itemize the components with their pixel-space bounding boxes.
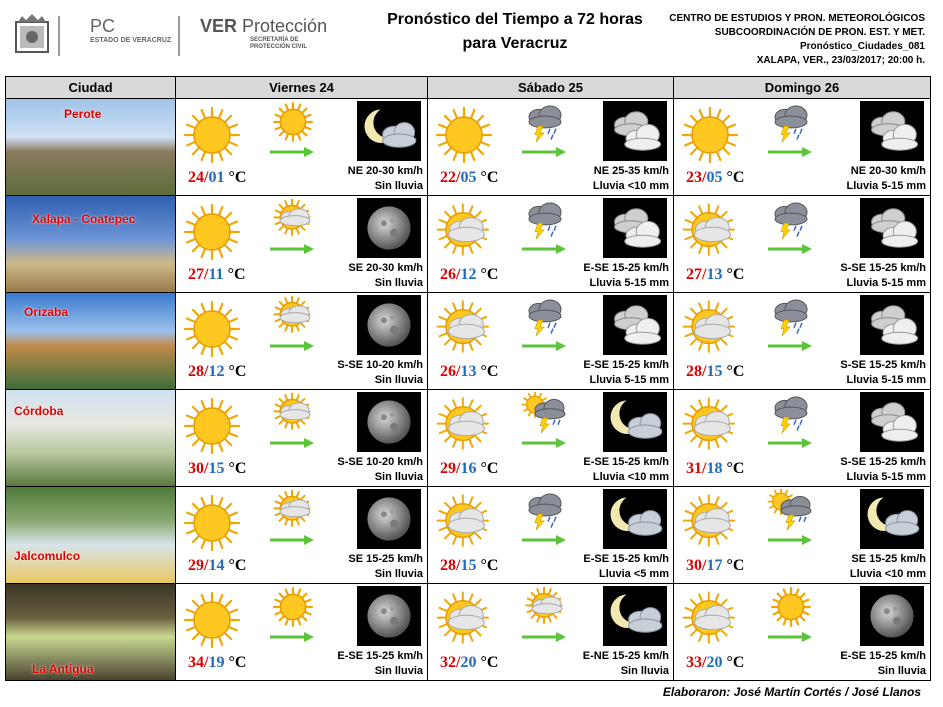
- city-name: Córdoba: [14, 404, 64, 418]
- temp-unit: °C: [726, 266, 745, 283]
- city-cell: [6, 293, 176, 390]
- temperature: 29/14 °C: [188, 557, 247, 574]
- header-day-2: Sábado 25: [428, 77, 674, 99]
- day-forecast-cell: [428, 390, 674, 487]
- rain-text: Lluvia 5-15 mm: [846, 374, 926, 386]
- header-divider: [58, 16, 60, 56]
- ver-logo-name: Protección: [242, 16, 328, 36]
- day-forecast-cell: [176, 99, 428, 196]
- wind-text: S-SE 10-20 km/h: [337, 359, 423, 371]
- temp-max: 30: [188, 460, 204, 477]
- header-divider: [178, 16, 180, 56]
- city-name: Perote: [64, 107, 102, 121]
- temp-unit: °C: [480, 266, 499, 283]
- temp-max: 29: [440, 460, 456, 477]
- wind-arrow-icon: [766, 533, 814, 547]
- moon-icon: [357, 489, 421, 549]
- rain-text: Lluvia 5-15 mm: [589, 374, 669, 386]
- moon-icon: [357, 586, 421, 646]
- day-forecast-cell: [674, 584, 931, 681]
- temp-max: 27: [188, 266, 204, 283]
- cloudy-icon: [603, 198, 667, 258]
- ver-logo-brand: VER: [200, 16, 238, 36]
- temp-max: 30: [686, 557, 702, 574]
- rain-text: Lluvia 5-15 mm: [846, 180, 926, 192]
- temp-max: 26: [440, 266, 456, 283]
- temp-min: 12: [460, 266, 477, 283]
- temp-max: 24: [188, 169, 204, 186]
- day-forecast-cell: [674, 196, 931, 293]
- temp-unit: °C: [228, 169, 247, 186]
- wind-text: E-SE 15-25 km/h: [583, 359, 669, 371]
- cloudy-icon: [860, 198, 924, 258]
- temperature: 30/15 °C: [188, 460, 247, 477]
- temp-min: 14: [208, 557, 225, 574]
- wind-arrow-icon: [766, 242, 814, 256]
- wind-arrow-icon: [268, 145, 316, 159]
- sun-icon: [182, 202, 242, 262]
- temp-min: 20: [706, 654, 723, 671]
- sun-storm-icon: [766, 489, 816, 531]
- city-cell: [6, 390, 176, 487]
- forecast-row: [6, 196, 931, 293]
- temperature: 29/16 °C: [440, 460, 499, 477]
- temp-min: 19: [208, 654, 225, 671]
- temp-min: 18: [706, 460, 723, 477]
- temp-min: 17: [706, 557, 723, 574]
- temp-unit: °C: [228, 363, 247, 380]
- temp-max: 34: [188, 654, 204, 671]
- wind-arrow-icon: [520, 533, 568, 547]
- temperature: 28/15 °C: [440, 557, 499, 574]
- storm-cloud-icon: [520, 198, 570, 240]
- temp-unit: °C: [228, 460, 247, 477]
- temp-unit: °C: [726, 363, 745, 380]
- temp-min: 12: [208, 363, 225, 380]
- sun-icon: [182, 299, 242, 359]
- moon-cloud-icon: [860, 489, 924, 549]
- partly-cloudy-icon: [434, 493, 494, 553]
- moon-icon: [357, 392, 421, 452]
- rain-text: Sin lluvia: [374, 277, 423, 289]
- header-day-1: Viernes 24: [176, 77, 428, 99]
- wind-text: SE 20-30 km/h: [348, 262, 423, 274]
- city-name: Xalapa - Coatepec: [32, 212, 136, 226]
- wind-arrow-icon: [520, 145, 568, 159]
- day-forecast-cell: [674, 293, 931, 390]
- rain-text: Lluvia 5-15 mm: [846, 471, 926, 483]
- temperature: 24/01 °C: [188, 169, 247, 186]
- sun-icon: [434, 105, 494, 165]
- temp-min: 15: [208, 460, 225, 477]
- temp-max: 23: [686, 169, 702, 186]
- wind-arrow-icon: [268, 339, 316, 353]
- forecast-row: [6, 390, 931, 487]
- partly-cloudy-icon: [520, 586, 570, 628]
- rain-text: Sin lluvia: [374, 471, 423, 483]
- temp-unit: °C: [726, 460, 745, 477]
- storm-cloud-icon: [766, 198, 816, 240]
- storm-cloud-icon: [766, 392, 816, 434]
- rain-text: Sin lluvia: [374, 374, 423, 386]
- sun-icon: [680, 105, 740, 165]
- wind-text: NE 20-30 km/h: [347, 165, 423, 177]
- day-forecast-cell: [428, 196, 674, 293]
- moon-cloud-icon: [603, 586, 667, 646]
- wind-text: E-SE 15-25 km/h: [583, 262, 669, 274]
- forecast-row: [6, 487, 931, 584]
- wind-text: S-SE 15-25 km/h: [840, 456, 926, 468]
- temp-min: 20: [460, 654, 477, 671]
- wind-arrow-icon: [766, 436, 814, 450]
- partly-cloudy-icon: [268, 295, 318, 337]
- temp-min: 15: [460, 557, 477, 574]
- ver-logo-sub2: PROTECCIÓN CIVIL: [250, 44, 308, 50]
- sun-storm-icon: [520, 392, 570, 434]
- inst-line-3: Pronóstico_Ciudades_081: [799, 41, 925, 52]
- pc-logo-text: PC: [90, 16, 116, 36]
- sun-icon: [182, 105, 242, 165]
- partly-cloudy-icon: [434, 299, 494, 359]
- rain-text: Lluvia <10 mm: [592, 180, 669, 192]
- storm-cloud-icon: [520, 101, 570, 143]
- inst-line-1: CENTRO DE ESTUDIOS Y PRON. METEOROLÓGICOS: [669, 13, 925, 24]
- sun-icon: [182, 396, 242, 456]
- moon-icon: [357, 295, 421, 355]
- cloudy-icon: [603, 101, 667, 161]
- rain-text: Lluvia 5-15 mm: [846, 277, 926, 289]
- moon-cloud-icon: [603, 392, 667, 452]
- sun-icon: [182, 493, 242, 553]
- wind-text: SE 15-25 km/h: [348, 553, 423, 565]
- temperature: 26/12 °C: [440, 266, 499, 283]
- temperature: 26/13 °C: [440, 363, 499, 380]
- wind-text: NE 25-35 km/h: [593, 165, 669, 177]
- rain-text: Lluvia <5 mm: [598, 568, 669, 580]
- temp-max: 28: [440, 557, 456, 574]
- temp-unit: °C: [480, 169, 499, 186]
- temp-unit: °C: [726, 557, 745, 574]
- temp-min: 11: [208, 266, 224, 283]
- temperature: 27/13 °C: [686, 266, 745, 283]
- day-forecast-cell: [674, 390, 931, 487]
- storm-cloud-icon: [520, 295, 570, 337]
- city-cell: [6, 584, 176, 681]
- temp-unit: °C: [726, 654, 745, 671]
- day-forecast-cell: [428, 584, 674, 681]
- wind-arrow-icon: [766, 339, 814, 353]
- rain-text: Sin lluvia: [620, 665, 669, 677]
- temp-min: 15: [706, 363, 723, 380]
- day-forecast-cell: [176, 196, 428, 293]
- wind-arrow-icon: [268, 533, 316, 547]
- header-day-3: Domingo 26: [674, 77, 931, 99]
- city-cell: [6, 487, 176, 584]
- pc-logo: [90, 16, 171, 44]
- partly-cloudy-icon: [434, 202, 494, 262]
- wind-arrow-icon: [268, 630, 316, 644]
- temperature: 22/05 °C: [440, 169, 499, 186]
- temp-unit: °C: [480, 363, 499, 380]
- rain-text: Lluvia 5-15 mm: [589, 277, 669, 289]
- day-forecast-cell: [674, 99, 931, 196]
- temp-max: 27: [686, 266, 702, 283]
- header-city: Ciudad: [6, 77, 176, 99]
- sun-icon: [766, 586, 816, 628]
- city-cell: [6, 99, 176, 196]
- wind-text: S-SE 10-20 km/h: [337, 456, 423, 468]
- moon-cloud-icon: [603, 489, 667, 549]
- ver-logo-sub1: SECRETARÍA DE: [250, 37, 299, 43]
- forecast-row: [6, 99, 931, 196]
- city-photo: [6, 487, 175, 583]
- wind-text: E-SE 15-25 km/h: [840, 650, 926, 662]
- inst-line-4: XALAPA, VER., 23/03/2017; 20:00 h.: [756, 55, 925, 66]
- pc-logo-state: ESTADO DE VERACRUZ: [90, 37, 172, 44]
- temp-unit: °C: [228, 654, 247, 671]
- temp-unit: °C: [228, 557, 247, 574]
- city-photo: [6, 196, 175, 292]
- forecast-table: [5, 76, 931, 681]
- temp-min: 05: [460, 169, 477, 186]
- partly-cloudy-icon: [268, 489, 318, 531]
- day-forecast-cell: [428, 99, 674, 196]
- wind-arrow-icon: [520, 242, 568, 256]
- day-forecast-cell: [428, 293, 674, 390]
- rain-text: Lluvia <10 mm: [592, 471, 669, 483]
- partly-cloudy-icon: [680, 299, 740, 359]
- sun-icon: [268, 101, 318, 143]
- wind-text: S-SE 15-25 km/h: [840, 359, 926, 371]
- footer-credits: Elaboraron: José Martín Cortés / José Llanos: [662, 685, 921, 699]
- temp-max: 28: [188, 363, 204, 380]
- temp-unit: °C: [480, 654, 499, 671]
- day-forecast-cell: [176, 390, 428, 487]
- cloudy-icon: [860, 295, 924, 355]
- rain-text: Lluvia <10 mm: [849, 568, 926, 580]
- wind-text: NE 20-30 km/h: [850, 165, 926, 177]
- wind-text: E-SE 15-25 km/h: [337, 650, 423, 662]
- partly-cloudy-icon: [434, 590, 494, 650]
- title-line-2: para Veracruz: [462, 35, 568, 52]
- cloudy-icon: [860, 101, 924, 161]
- day-forecast-cell: [674, 487, 931, 584]
- partly-cloudy-icon: [268, 198, 318, 240]
- temperature: 27/11 °C: [188, 266, 246, 283]
- wind-arrow-icon: [268, 242, 316, 256]
- temperature: 32/20 °C: [440, 654, 499, 671]
- partly-cloudy-icon: [434, 396, 494, 456]
- wind-arrow-icon: [766, 630, 814, 644]
- storm-cloud-icon: [766, 101, 816, 143]
- day-forecast-cell: [176, 487, 428, 584]
- temperature: 31/18 °C: [686, 460, 745, 477]
- storm-cloud-icon: [766, 295, 816, 337]
- partly-cloudy-icon: [268, 392, 318, 434]
- wind-text: E-SE 15-25 km/h: [583, 553, 669, 565]
- page-title: [360, 8, 670, 56]
- wind-text: S-SE 15-25 km/h: [840, 262, 926, 274]
- rain-text: Sin lluvia: [374, 568, 423, 580]
- wind-arrow-icon: [520, 339, 568, 353]
- temp-max: 22: [440, 169, 456, 186]
- partly-cloudy-icon: [680, 202, 740, 262]
- partly-cloudy-icon: [680, 396, 740, 456]
- temp-min: 05: [706, 169, 723, 186]
- institution-block: [669, 12, 925, 68]
- city-name: Orizaba: [24, 305, 69, 319]
- wind-arrow-icon: [268, 436, 316, 450]
- temp-unit: °C: [480, 460, 499, 477]
- temp-unit: °C: [227, 266, 246, 283]
- temp-max: 33: [686, 654, 702, 671]
- forecast-row: [6, 293, 931, 390]
- temperature: 33/20 °C: [686, 654, 745, 671]
- wind-arrow-icon: [520, 630, 568, 644]
- temp-min: 13: [460, 363, 477, 380]
- cloudy-icon: [603, 295, 667, 355]
- moon-cloud-icon: [357, 101, 421, 161]
- ver-logo: [200, 16, 327, 51]
- day-forecast-cell: [428, 487, 674, 584]
- temperature: 30/17 °C: [686, 557, 745, 574]
- city-cell: [6, 196, 176, 293]
- rain-text: Sin lluvia: [877, 665, 926, 677]
- temp-min: 01: [208, 169, 225, 186]
- moon-icon: [860, 586, 924, 646]
- partly-cloudy-icon: [680, 493, 740, 553]
- day-forecast-cell: [176, 293, 428, 390]
- inst-line-2: SUBCOORDINACIÓN DE PRON. EST. Y MET.: [714, 27, 925, 38]
- temperature: 28/15 °C: [686, 363, 745, 380]
- day-forecast-cell: [176, 584, 428, 681]
- wind-text: E-NE 15-25 km/h: [582, 650, 669, 662]
- temp-min: 13: [706, 266, 723, 283]
- temperature: 34/19 °C: [188, 654, 247, 671]
- partly-cloudy-icon: [680, 590, 740, 650]
- temp-max: 32: [440, 654, 456, 671]
- wind-text: E-SE 15-25 km/h: [583, 456, 669, 468]
- wind-arrow-icon: [520, 436, 568, 450]
- moon-icon: [357, 198, 421, 258]
- temp-unit: °C: [726, 169, 745, 186]
- sun-icon: [268, 586, 318, 628]
- temp-max: 31: [686, 460, 702, 477]
- temp-max: 29: [188, 557, 204, 574]
- temp-max: 28: [686, 363, 702, 380]
- city-name: La Antigua: [32, 662, 94, 676]
- temp-max: 26: [440, 363, 456, 380]
- temperature: 23/05 °C: [686, 169, 745, 186]
- city-name: Jalcomulco: [14, 549, 81, 563]
- wind-text: SE 15-25 km/h: [851, 553, 926, 565]
- sun-icon: [182, 590, 242, 650]
- temp-unit: °C: [480, 557, 499, 574]
- rain-text: Sin lluvia: [374, 665, 423, 677]
- wind-arrow-icon: [766, 145, 814, 159]
- title-line-1: Pronóstico del Tiempo a 72 horas: [387, 11, 643, 28]
- temp-min: 16: [460, 460, 477, 477]
- storm-cloud-icon: [520, 489, 570, 531]
- rain-text: Sin lluvia: [374, 180, 423, 192]
- temperature: 28/12 °C: [188, 363, 247, 380]
- cloudy-icon: [860, 392, 924, 452]
- forecast-row: [6, 584, 931, 681]
- state-seal-icon: [10, 12, 54, 56]
